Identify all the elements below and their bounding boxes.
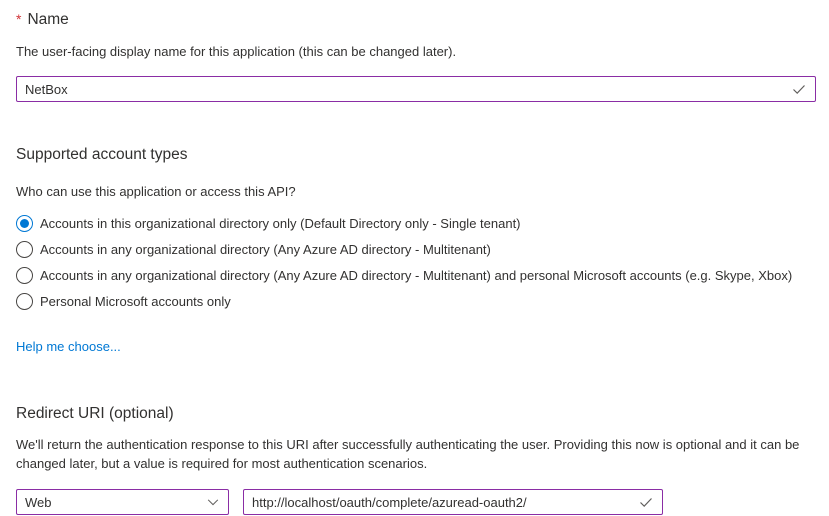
radio-option-label: Personal Microsoft accounts only bbox=[40, 293, 231, 309]
name-description: The user-facing display name for this application (this can be changed later). bbox=[16, 44, 457, 59]
name-section-heading bbox=[16, 0, 815, 29]
account-types-radio-group bbox=[16, 210, 815, 314]
platform-select[interactable] bbox=[16, 489, 229, 515]
help-me-choose-link[interactable]: Help me choose... bbox=[16, 339, 121, 354]
checkmark-icon bbox=[638, 494, 654, 510]
redirect-uri-description: We'll return the authentication response to this URI after successfully authenticating the user. Providing this now is optional and it can be changed later, but a value is required for most authentication scenarios. bbox=[16, 437, 800, 471]
redirect-uri-row bbox=[16, 489, 815, 515]
name-input[interactable] bbox=[17, 82, 791, 97]
name-input-container bbox=[16, 76, 816, 102]
redirect-uri-input-container bbox=[243, 489, 663, 515]
redirect-uri-heading: Redirect URI (optional) bbox=[16, 405, 174, 422]
platform-select-value: Web bbox=[25, 494, 52, 510]
radio-option-multitenant-personal[interactable] bbox=[16, 262, 815, 288]
redirect-uri-input[interactable] bbox=[244, 495, 638, 510]
checkmark-icon bbox=[791, 81, 807, 97]
radio-button-icon bbox=[16, 293, 33, 310]
radio-button-icon bbox=[16, 215, 33, 232]
chevron-down-icon bbox=[206, 495, 220, 509]
name-label: Name bbox=[27, 11, 69, 28]
radio-button-icon bbox=[16, 267, 33, 284]
radio-option-single-tenant[interactable] bbox=[16, 210, 815, 236]
radio-button-icon bbox=[16, 241, 33, 258]
required-marker: * bbox=[16, 11, 22, 27]
radio-option-label: Accounts in any organizational directory (Any Azure AD directory - Multitenant) bbox=[40, 241, 491, 257]
radio-option-label: Accounts in this organizational directory only (Default Directory only - Single tenant) bbox=[40, 215, 521, 231]
radio-option-multitenant[interactable] bbox=[16, 236, 815, 262]
radio-option-label: Accounts in any organizational directory (Any Azure AD directory - Multitenant) and personal Microsoft accounts (e.g. Skype, Xbox) bbox=[40, 267, 793, 283]
account-types-question: Who can use this application or access this API? bbox=[16, 184, 296, 199]
account-types-heading: Supported account types bbox=[16, 146, 188, 163]
radio-option-personal-only[interactable] bbox=[16, 288, 815, 314]
